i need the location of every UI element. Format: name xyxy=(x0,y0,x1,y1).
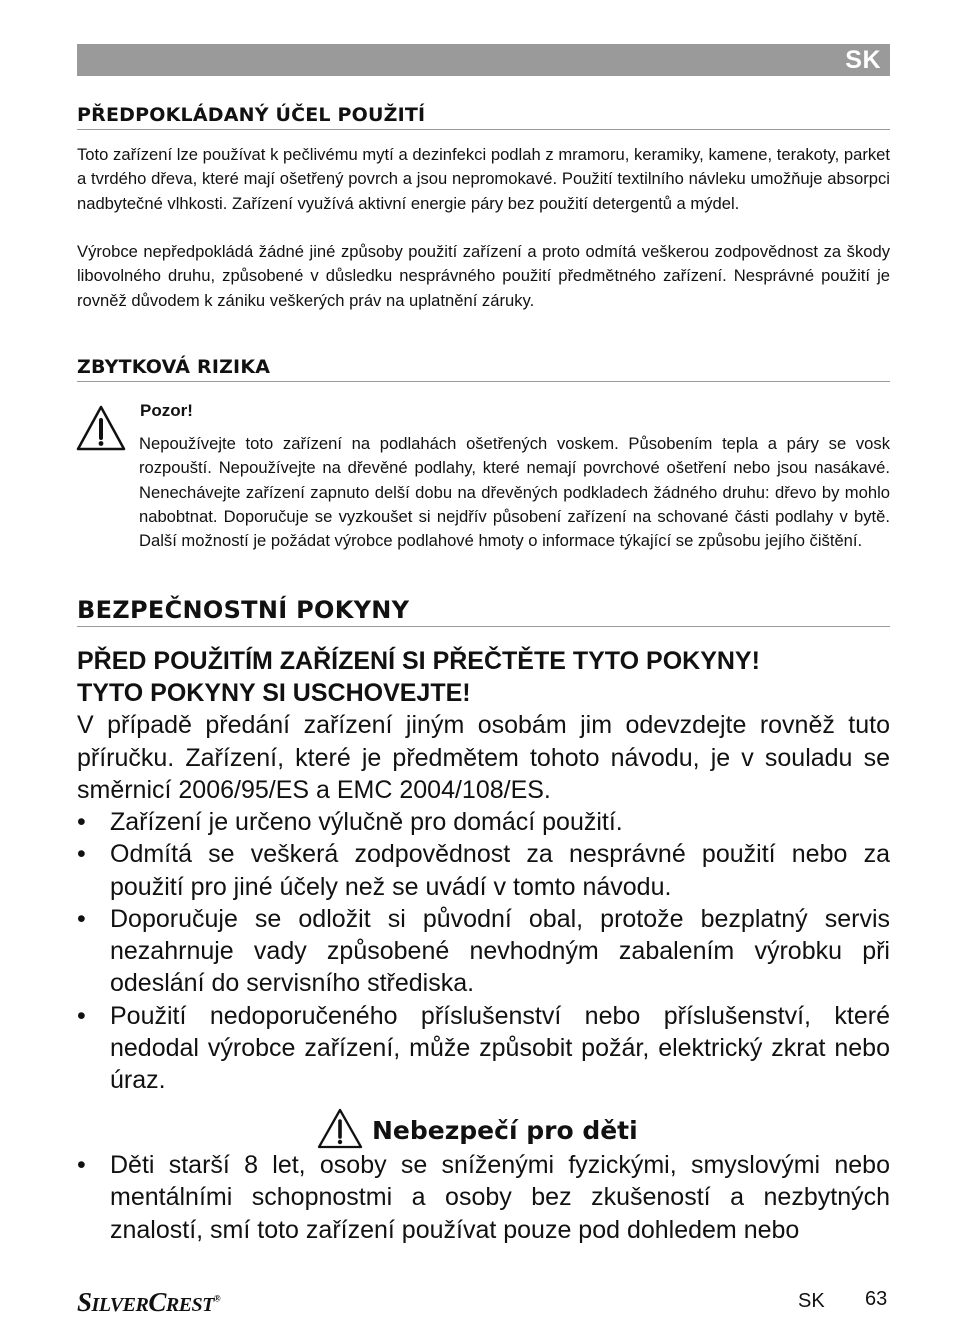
bullet-symbol: • xyxy=(77,904,86,933)
warning-title: Pozor! xyxy=(140,401,193,420)
bullet-symbol: • xyxy=(77,1151,86,1179)
child-bullet-list xyxy=(77,1149,890,1246)
language-code: SK xyxy=(845,46,881,74)
bullet-symbol: • xyxy=(77,808,86,836)
warning-triangle-icon xyxy=(316,1108,364,1150)
intended-use-paragraph-1: Toto zařízení lze používat k pečlivému mytí a dezinfekci podlah z mramoru, keramiky, kamene, terakoty, parket a tvrdého dřeva, které mají ošetřený povrch a jsou nepromokavé. Použití textilního návleku umožňuje absorpci nadbytečné vlhkosti. Zařízení využívá aktivní energie páry bez použití detergentů a mýdel. xyxy=(77,145,890,213)
keep-instructions-headline: TYTO POKYNY SI USCHOVEJTE! xyxy=(77,679,471,707)
bullet-symbol: • xyxy=(77,1001,86,1030)
bullet-text: Doporučuje se odložit si původní obal, protože bezplatný servis nezahrnuje vady způsobené nevhodným zabalením výrobku při odeslání do servisního střediska. xyxy=(110,904,890,998)
bullet-symbol: • xyxy=(77,840,86,869)
brand-name: SILVERCREST xyxy=(77,1287,214,1317)
residual-risks-heading: ZBYTKOVÁ RIZIKA xyxy=(77,356,890,382)
intended-use-paragraph-2: Výrobce nepředpokládá žádné jiné způsoby použití zařízení a proto odmítá veškerou zodpovědnost za škody libovolného druhu, způsobené v důsledku nesprávného použití předmětného zařízení. Nesprávné použití je rovněž důvodem k zániku veškerých práv na uplatnění záruky. xyxy=(77,242,890,310)
safety-bullet-list xyxy=(77,806,890,1097)
bullet-text: Zařízení je určeno výlučně pro domácí použití. xyxy=(110,808,623,836)
list-item xyxy=(77,806,890,838)
list-item xyxy=(77,838,890,903)
page-number: 63 xyxy=(865,1288,888,1310)
language-header-bar xyxy=(77,44,890,76)
child-danger-title: Nebezpečí pro děti xyxy=(372,1116,638,1145)
bullet-text: Použití nedoporučeného příslušenství nebo příslušenství, které nedodal výrobce zařízení, může způsobit požár, elektrický zkrat nebo úraz. xyxy=(110,1001,890,1095)
safety-intro-paragraph: V případě předání zařízení jiným osobám jim odevzdejte rovněž tuto příručku. Zařízení, které je předmětem tohoto návodu, je v souladu se směrnicí 2006/95/ES a EMC 2004/108/ES. xyxy=(77,711,890,804)
read-instructions-headline: PŘED POUŽITÍM ZAŘÍZENÍ SI PŘEČTĚTE TYTO POKYNY! xyxy=(77,647,760,675)
list-item xyxy=(77,1000,890,1097)
warning-triangle-icon xyxy=(75,404,127,452)
bullet-text: Odmítá se veškerá zodpovědnost za nesprávné použití nebo za použití pro jiné účely než se uvádí v tomto návodu. xyxy=(110,840,890,901)
list-item xyxy=(77,903,890,1000)
list-item xyxy=(77,1149,890,1246)
safety-instructions-heading: BEZPEČNOSTNÍ POKYNY xyxy=(77,596,890,627)
intended-use-heading: PŘEDPOKLÁDANÝ ÚČEL POUŽITÍ xyxy=(77,104,890,130)
bullet-text: Děti starší 8 let, osoby se sníženými fyzickými, smyslovými nebo mentálními schopnostmi a osoby bez zkušeností a nezbytných znalostí, smí toto zařízení používat pouze pod dohledem nebo xyxy=(110,1151,890,1244)
brand-logo: SILVERCREST® xyxy=(77,1287,221,1317)
footer-language: SK xyxy=(798,1290,825,1312)
warning-text: Nepoužívejte toto zařízení na podlahách ošetřených voskem. Působením tepla a páry se vosk rozpouští. Nepoužívejte na dřevěné podlahy, které nemají povrchové ošetření nebo jsou nasákavé. Nenechávejte zařízení zapnuto delší dobu na dřevěných podkladech žádného druhu: dřevo by mohlo nabobtnat. Doporučuje se vyzkoušet si nejdřív působení zařízení na schované části podlahy v bytě. Další možností je požádat výrobce podlahové hmoty o informace týkající se způsobu jejího čištění. xyxy=(139,434,890,551)
